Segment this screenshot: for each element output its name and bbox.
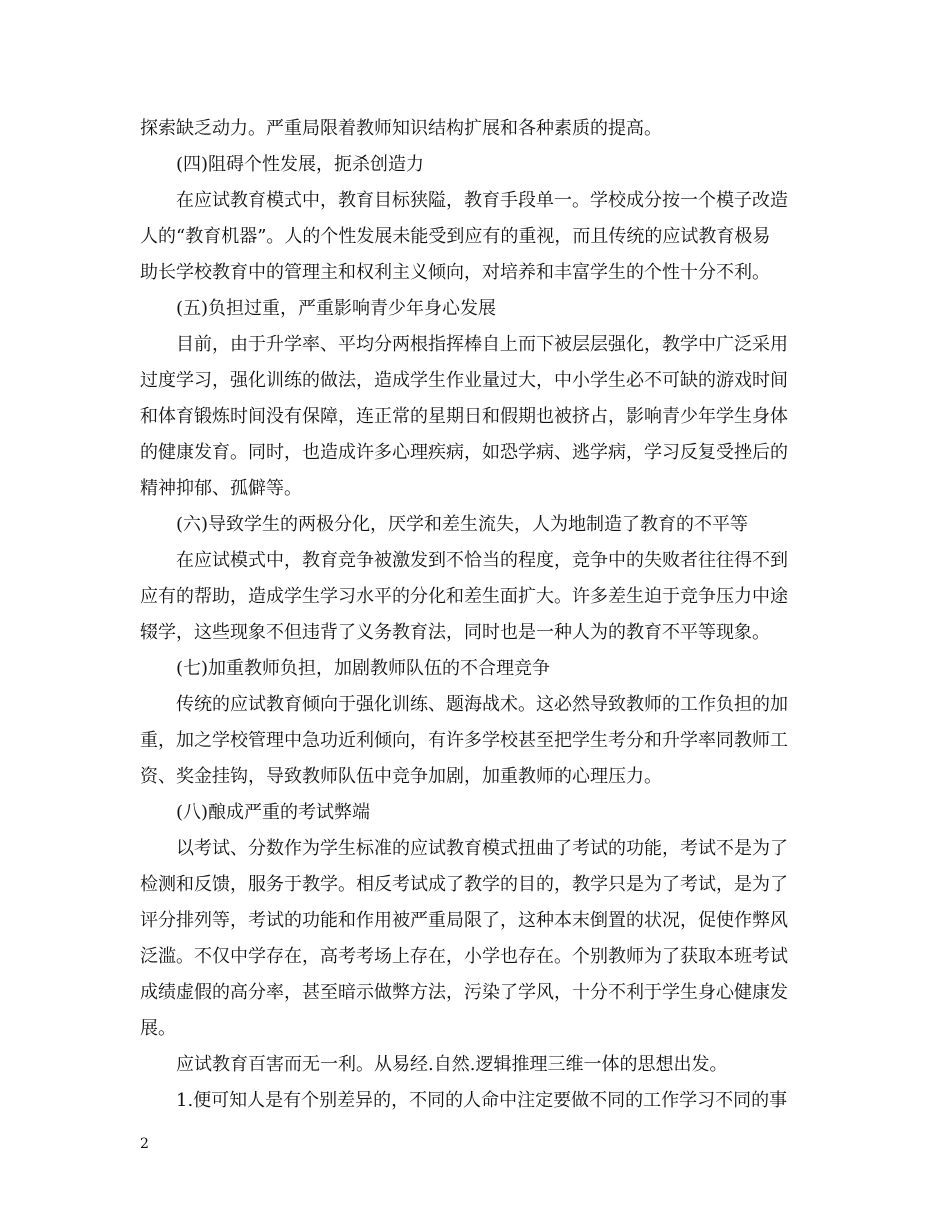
text-line: 检测和反馈，服务于教学。相反考试成了教学的目的，教学只是为了考试，是为了 [140, 874, 788, 895]
text-line: (四)阻碍个性发展，扼杀创造力 [176, 154, 425, 175]
text-line: 目前，由于升学率、平均分两根指挥棒自上而下被层层强化，教学中广泛采用 [176, 334, 788, 355]
text-line: 1.便可知人是有个别差异的，不同的人命中注定要做不同的工作学习不同的事 [176, 1090, 788, 1111]
body-text [140, 111, 820, 1119]
text-line: 成绩虚假的高分率，甚至暗示做弊方法，污染了学风，十分不利于学生身心健康发 [140, 982, 788, 1003]
text-line: 人的“教育机器”。人的个性发展未能受到应有的重视，而且传统的应试教育极易 [140, 226, 771, 247]
text-line: 助长学校教育中的管理主和权利主义倾向，对培养和丰富学生的个性十分不利。 [140, 262, 770, 283]
text-line: 和体育锻炼时间没有保障，连正常的星期日和假期也被挤占，影响青少年学生身体 [140, 406, 788, 427]
text-line: 传统的应试教育倾向于强化训练、题海战术。这必然导致教师的工作负担的加 [176, 694, 788, 715]
text-line: 以考试、分数作为学生标准的应试教育模式扭曲了考试的功能，考试不是为了 [176, 838, 788, 859]
text-line: (五)负担过重，严重影响青少年身心发展 [176, 298, 497, 319]
text-line: (八)酿成严重的考试弊端 [176, 802, 371, 823]
text-line: 辍学，这些现象不但违背了义务教育法，同时也是一种人为的教育不平等现象。 [140, 622, 770, 643]
text-line: (六)导致学生的两极分化，厌学和差生流失，人为地制造了教育的不平等 [176, 514, 749, 535]
text-line: 在应试教育模式中，教育目标狭隘，教育手段单一。学校成分按一个模子改造 [176, 190, 788, 211]
text-line: 重，加之学校管理中急功近利倾向，有许多学校甚至把学生考分和升学率同教师工 [140, 730, 788, 751]
text-line: 评分排列等，考试的功能和作用被严重局限了，这种本末倒置的状况，促使作弊风 [140, 910, 788, 931]
text-line: 应有的帮助，造成学生学习水平的分化和差生面扩大。许多差生迫于竞争压力中途 [140, 586, 788, 607]
text-line: 精神抑郁、孤僻等。 [140, 478, 302, 499]
text-line: 在应试模式中，教育竞争被激发到不恰当的程度，竞争中的失败者往往得不到 [176, 550, 788, 571]
text-line: (七)加重教师负担，加剧教师队伍的不合理竞争 [176, 658, 551, 679]
text-line: 展。 [140, 1018, 176, 1039]
text-line: 泛滥。不仅中学存在，高考考场上存在，小学也存在。个别教师为了获取本班考试 [140, 946, 788, 967]
text-line: 探索缺乏动力。严重局限着教师知识结构扩展和各种素质的提高。 [140, 118, 662, 139]
text-line: 应试教育百害而无一利。从易经.自然.逻辑推理三维一体的思想出发。 [176, 1054, 728, 1075]
text-line: 的健康发育。同时，也造成许多心理疾病，如恐学病、逃学病，学习反复受挫后的 [140, 442, 788, 463]
text-line: 资、奖金挂钩，导致教师队伍中竞争加剧，加重教师的心理压力。 [140, 766, 662, 787]
text-line: 过度学习，强化训练的做法，造成学生作业量过大，中小学生必不可缺的游戏时间 [140, 370, 788, 391]
page-number: 2 [140, 1136, 149, 1152]
